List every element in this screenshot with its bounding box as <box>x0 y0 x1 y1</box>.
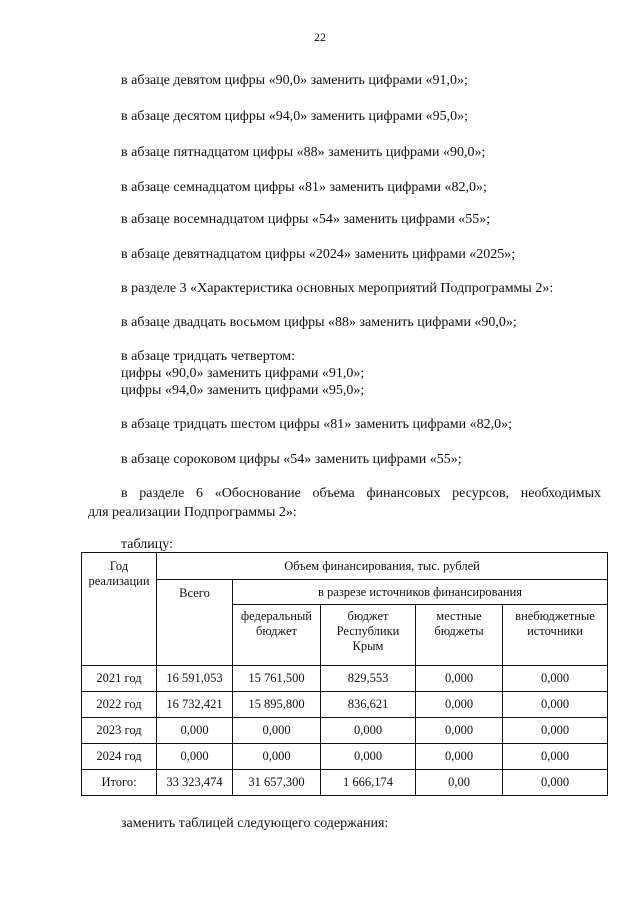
table-cell: 1 666,174 <box>321 770 416 796</box>
table-cell: 33 323,474 <box>157 770 233 796</box>
table-cell: 15 761,500 <box>233 666 321 692</box>
table-cell: 31 657,300 <box>233 770 321 796</box>
table-cell: 0,000 <box>503 770 608 796</box>
table-cell: 0,000 <box>503 666 608 692</box>
table-cell: 0,000 <box>416 718 503 744</box>
source-header: федеральный бюджет <box>233 605 321 666</box>
table-cell: 0,000 <box>503 692 608 718</box>
table-cell: 2024 год <box>82 744 157 770</box>
amendment-line: в абзаце сороковом цифры «54» заменить цифрами «55»; <box>121 452 462 467</box>
table-cell: 2022 год <box>82 692 157 718</box>
amendment-line: в абзаце тридцать шестом цифры «81» заменить цифрами «82,0»; <box>121 417 513 432</box>
table-cell: 0,000 <box>416 744 503 770</box>
table-row <box>82 666 608 692</box>
table-cell: 0,000 <box>503 718 608 744</box>
table-cell: 0,000 <box>233 718 321 744</box>
table-cell: 0,000 <box>321 718 416 744</box>
table-cell: 0,000 <box>416 692 503 718</box>
source-header: бюджет Республики Крым <box>321 605 416 666</box>
funding-header: Объем финансирования, тыс. рублей <box>157 553 608 580</box>
table-cell: 2023 год <box>82 718 157 744</box>
table-cell: 16 591,053 <box>157 666 233 692</box>
table-intro: таблицу: <box>121 537 173 552</box>
amendment-line: в абзаце пятнадцатом цифры «88» заменить цифрами «90,0»; <box>121 145 486 160</box>
amendment-line: в абзаце девятом цифры «90,0» заменить цифрами «91,0»; <box>121 73 468 88</box>
section6-line1: в разделе 6 «Обоснование объема финансовых ресурсов, необходимых <box>121 486 601 501</box>
table-cell: Итого: <box>82 770 157 796</box>
section-heading-line: в разделе 3 «Характеристика основных мероприятий Подпрограммы 2»: <box>121 281 554 296</box>
table-row <box>82 718 608 744</box>
amendment-line: в абзаце десятом цифры «94,0» заменить цифрами «95,0»; <box>121 109 469 124</box>
table-cell: 829,553 <box>321 666 416 692</box>
table-cell: 0,000 <box>233 744 321 770</box>
table-cell: 0,000 <box>321 744 416 770</box>
table-cell: 0,000 <box>157 718 233 744</box>
table-row <box>82 744 608 770</box>
amendment-line: в абзаце двадцать восьмом цифры «88» заменить цифрами «90,0»; <box>121 315 517 330</box>
section6-line2: для реализации Подпрограммы 2»: <box>88 505 297 520</box>
total-header: Всего <box>157 580 233 666</box>
amendment-line: цифры «94,0» заменить цифрами «95,0»; <box>121 383 365 398</box>
amendment-line: в абзаце тридцать четвертом: <box>121 349 295 364</box>
closing-line: заменить таблицей следующего содержания: <box>121 816 389 831</box>
section6-paragraph <box>88 484 601 522</box>
amendment-line: в абзаце восемнадцатом цифры «54» заменить цифрами «55»; <box>121 212 491 227</box>
table-cell: 16 732,421 <box>157 692 233 718</box>
breakdown-header: в разрезе источников финансирования <box>233 580 608 605</box>
amendment-line: цифры «90,0» заменить цифрами «91,0»; <box>121 366 365 381</box>
year-header: Год реализации <box>82 553 157 666</box>
table-cell: 0,00 <box>416 770 503 796</box>
amendment-line: в абзаце семнадцатом цифры «81» заменить цифрами «82,0»; <box>121 180 487 195</box>
table-cell: 836,621 <box>321 692 416 718</box>
amendment-line: в абзаце девятнадцатом цифры «2024» заменить цифрами «2025»; <box>121 247 516 262</box>
table-cell: 0,000 <box>503 744 608 770</box>
table-cell: 2021 год <box>82 666 157 692</box>
funding-table <box>81 552 608 796</box>
table-cell: 0,000 <box>157 744 233 770</box>
table-cell: 0,000 <box>416 666 503 692</box>
table-total-row <box>82 770 608 796</box>
page-number: 22 <box>314 30 326 44</box>
source-header: внебюджетные источники <box>503 605 608 666</box>
source-header: местные бюджеты <box>416 605 503 666</box>
table-cell: 15 895,800 <box>233 692 321 718</box>
table-row <box>82 692 608 718</box>
